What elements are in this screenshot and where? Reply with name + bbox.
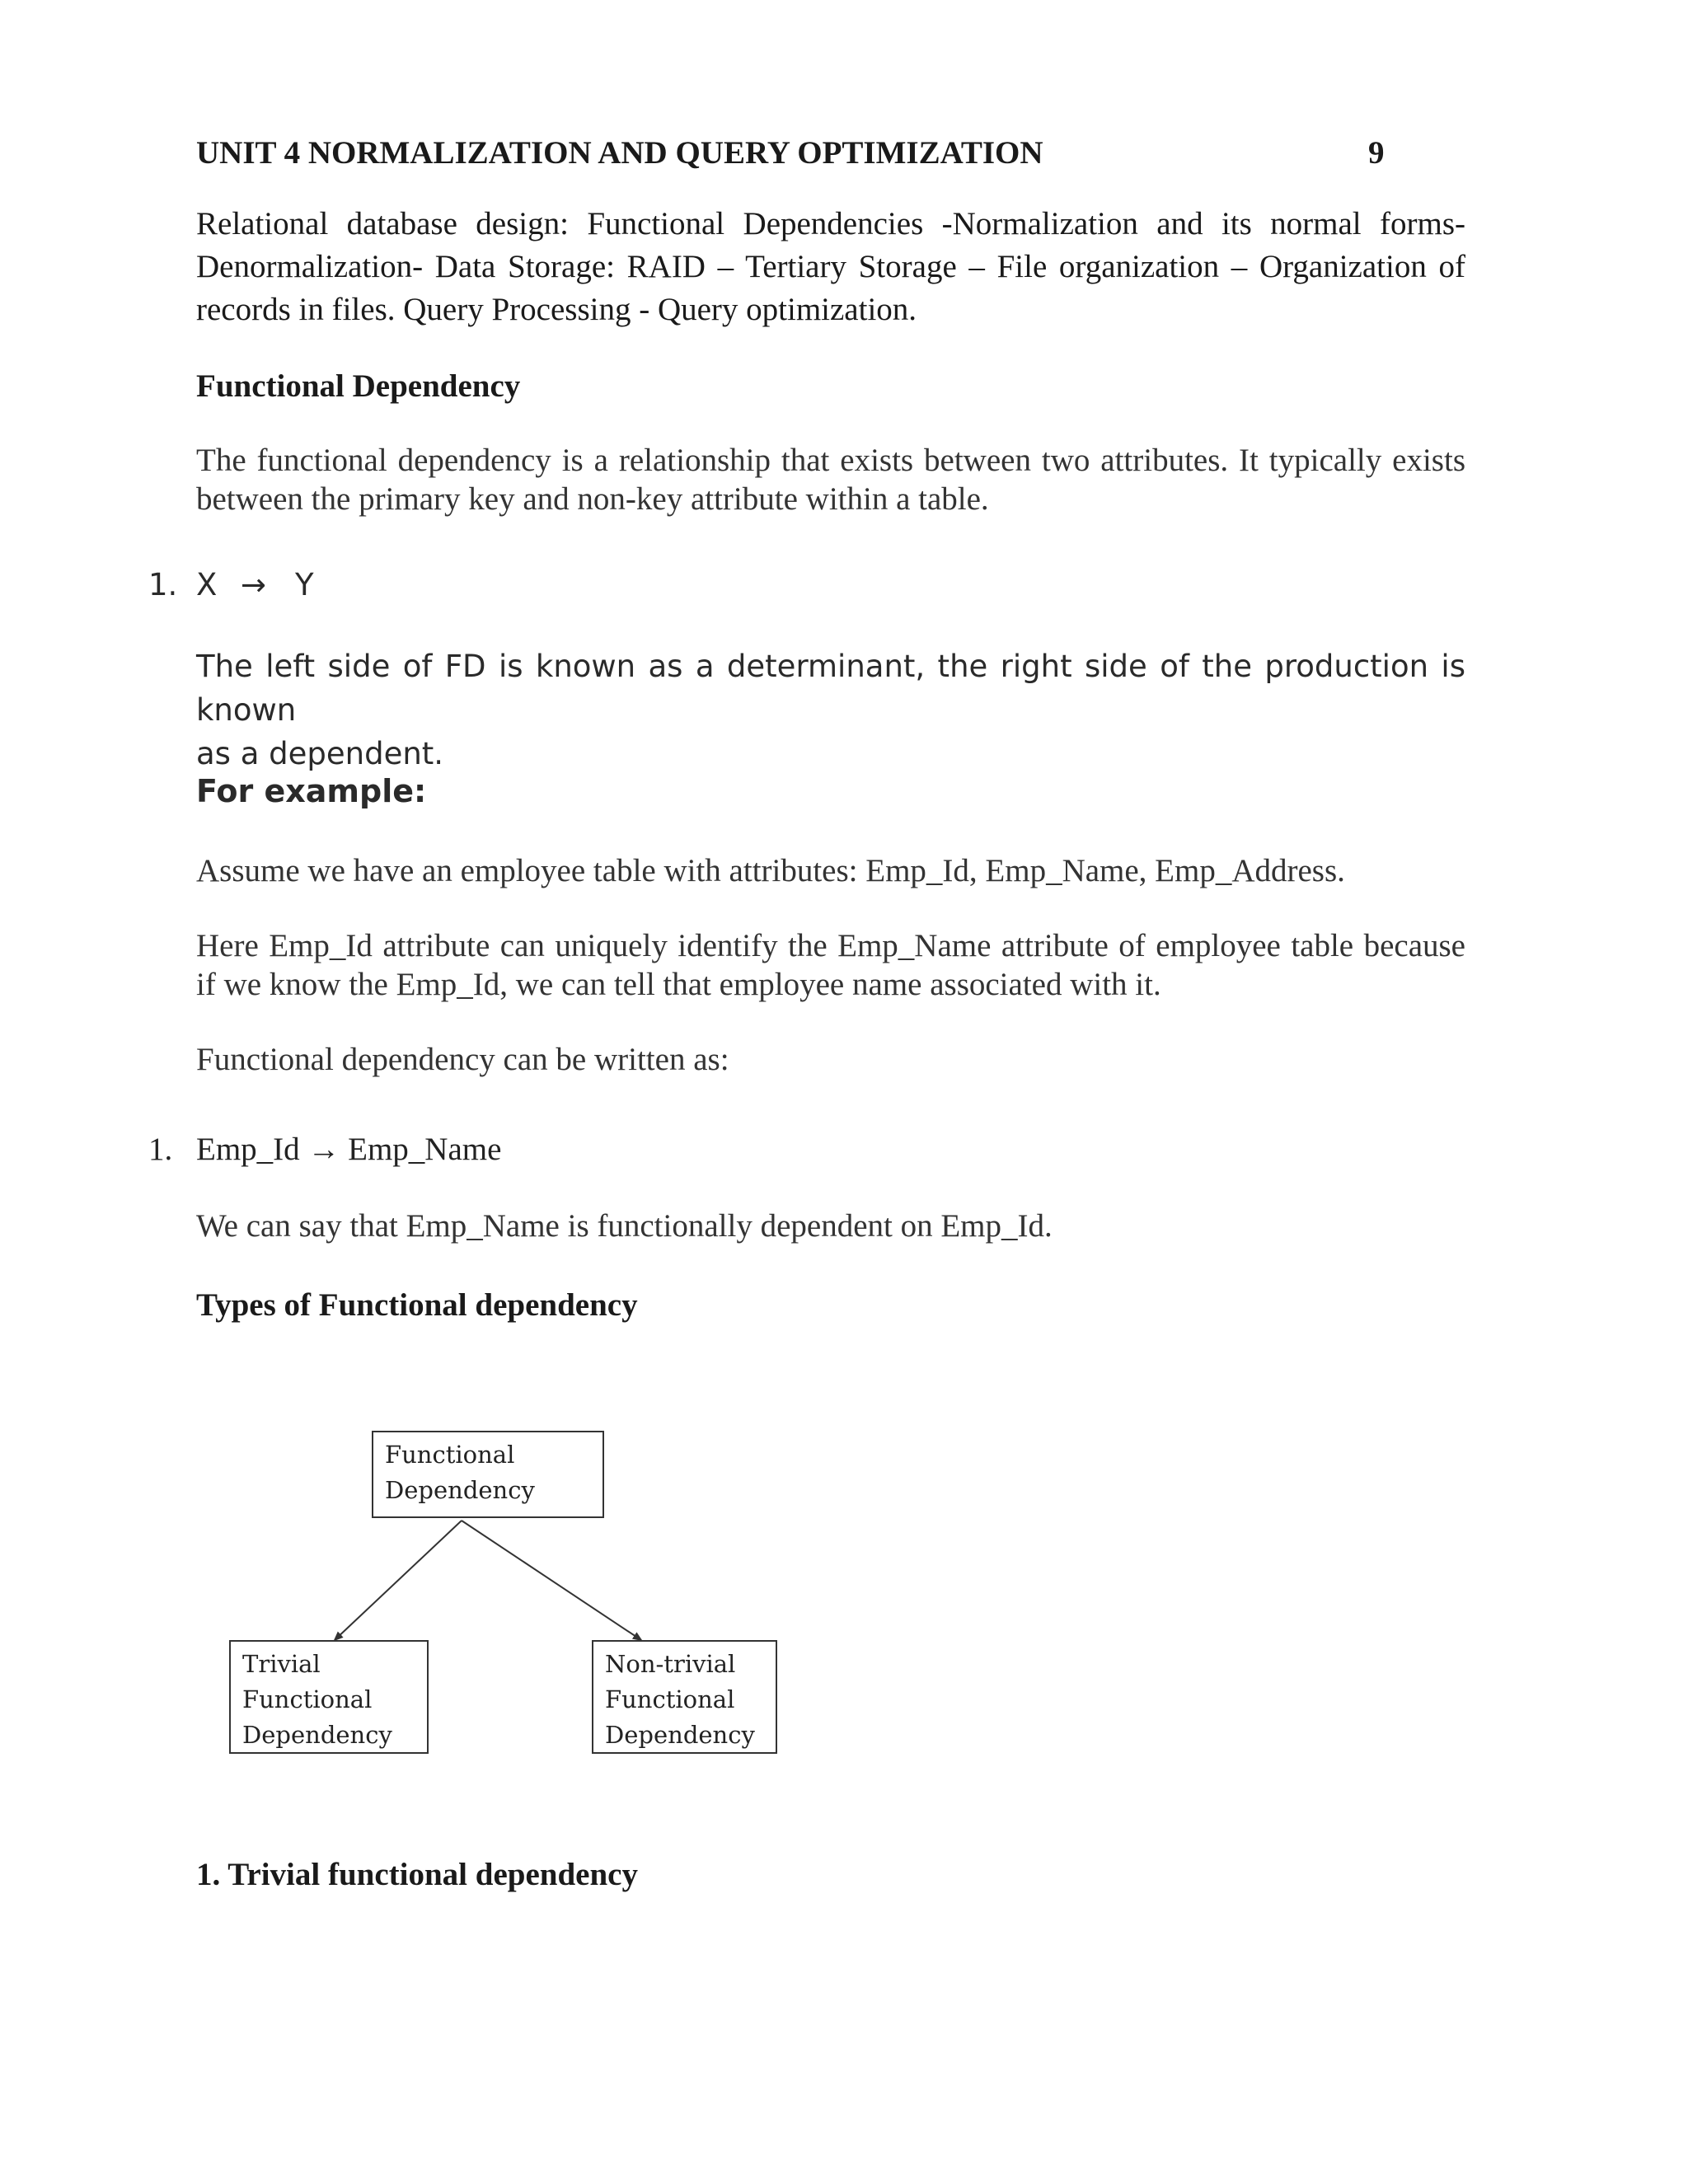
syllabus-line: Relational database design: Functional Dependencies -Normalization and its normal forms- [196, 206, 1465, 241]
paragraph-line: between the primary key and non-key attribute within a table. [196, 481, 989, 517]
node-label: Trivial [242, 1650, 321, 1678]
fd-rhs: Y [295, 567, 314, 602]
fd-written-as: Functional dependency can be written as: [196, 1042, 729, 1077]
fd-expression: Emp_Id → Emp_Name [196, 1132, 502, 1167]
node-label: Dependency [385, 1476, 535, 1504]
node-label: Functional [385, 1441, 515, 1469]
diagram-node-trivial [229, 1640, 429, 1754]
connector-to-non-trivial [462, 1521, 641, 1640]
arrow-icon: → [241, 567, 267, 602]
node-label: Dependency [242, 1721, 392, 1749]
list-number: 1. [148, 1132, 173, 1167]
node-label: Functional [242, 1685, 373, 1713]
paragraph-line: The functional dependency is a relationship that exists between two attributes. It typically exists [196, 443, 1465, 478]
node-label: Dependency [605, 1721, 755, 1749]
connector-to-trivial [335, 1521, 462, 1640]
node-label: Non-trivial [605, 1650, 736, 1678]
diagram-node-functional-dependency [372, 1431, 604, 1518]
example-conclusion: We can say that Emp_Name is functionally dependent on Emp_Id. [196, 1208, 1053, 1244]
paragraph-line: as a dependent. [196, 736, 444, 771]
diagram-node-non-trivial [592, 1640, 777, 1754]
fd-lhs: X [196, 567, 218, 602]
syllabus-line: records in files. Query Processing - Query optimization. [196, 292, 917, 327]
syllabus-line: Denormalization- Data Storage: RAID – Tertiary Storage – File organization – Organization of [196, 249, 1465, 284]
list-number: 1. [148, 567, 178, 602]
node-label: Functional [605, 1685, 735, 1713]
example-assume: Assume we have an employee table with attributes: Emp_Id, Emp_Name, Emp_Address. [196, 853, 1345, 888]
section-heading-functional-dependency: Functional Dependency [196, 368, 521, 404]
page-title: UNIT 4 NORMALIZATION AND QUERY OPTIMIZATION [196, 135, 1043, 171]
paragraph-line: if we know the Emp_Id, we can tell that employee name associated with it. [196, 967, 1161, 1002]
page-number: 9 [1368, 135, 1385, 171]
paragraph-line: Here Emp_Id attribute can uniquely identify the Emp_Name attribute of employee table because [196, 928, 1465, 963]
section-heading-trivial: 1. Trivial functional dependency [196, 1857, 638, 1892]
section-heading-types: Types of Functional dependency [196, 1287, 638, 1323]
example-heading: For example: [196, 773, 427, 809]
paragraph-line: The left side of FD is known as a determinant, the right side of the production is known [196, 649, 1465, 728]
